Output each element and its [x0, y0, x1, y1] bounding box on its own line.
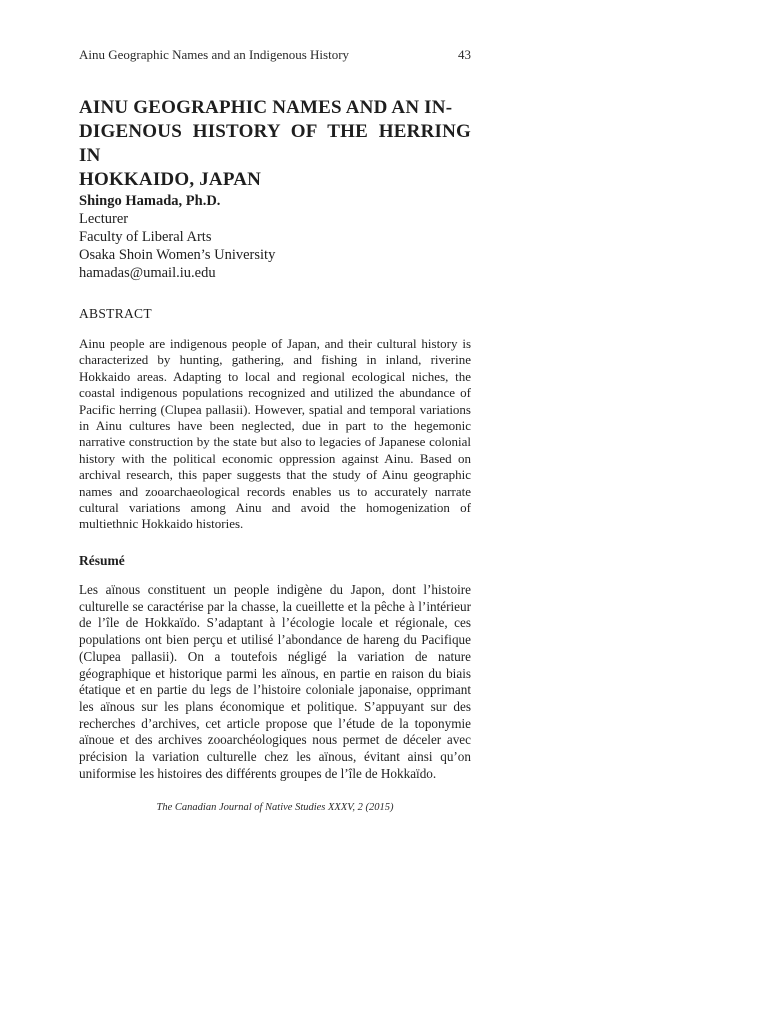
journal-citation-footer: The Canadian Journal of Native Studies XXXV, 2 (2015): [156, 802, 394, 813]
page-number: 43: [458, 47, 471, 62]
resume-body: Les aïnous constituent un people indigène du Japon, dont l’histoire culturelle se caractérise par la chasse, la cueillette et la pêche à l’intérieur de l’île de Hokkaïdo. S’adaptant à l’écologie locale et régionale, ces populations ont bien perçu et utilisé l’abondance de hareng du Pacifique (Clupea pallasii). On a toutefois négligé la variation de nature géographique et historique parmi les aïnous, en partie en raison du biais étatique et en partie du legs de l’histoire coloniale japonaise, opprimant les aïnous sur les plans économique et politique. S’appuyant sur des recherches d’archives, cet article propose que l’étude de la toponymie aïnoue et des archives zooarchéologiques nous permet de déceler avec précision la variation culturelle chez les aïnous, évitant ainsi qu’on uniformise les histoires des différents groupes de l’île de Hokkaïdo.: [79, 582, 471, 781]
author-faculty: Faculty of Liberal Arts: [79, 229, 212, 245]
abstract-heading: ABSTRACT: [79, 306, 152, 321]
abstract-body: Ainu people are indigenous people of Japan, and their cultural history is characterized by hunting, gathering, and fishing in inland, riverine Hokkaido areas. Adapting to local and regional ecological niches, the coastal indigenous populations recognized and utilized the abundance of Pacific herring (Clupea pallasii). However, spatial and temporal variations in Ainu cultures have been neglected, due in part to the hegemonic narrative construction by the state but also to legacies of Japanese colonial history with the political economic oppression against Ainu. Based on archival research, this paper suggests that the study of Ainu geographic names and zooarchaeological records enables us to accurately narrate cultural variations among Ainu and avoid the homogenization of multiethnic Hokkaido histories.: [79, 336, 471, 532]
author-university: Osaka Shoin Women’s University: [79, 247, 276, 263]
author-name: Shingo Hamada, Ph.D.: [79, 193, 221, 209]
author-position: Lecturer: [79, 211, 129, 227]
running-head-title: Ainu Geographic Names and an Indigenous History: [79, 47, 350, 62]
article-title: AINU GEOGRAPHIC NAMES AND AN IN- DIGENOUS HISTORY OF THE HERRING IN HOKKAIDO, JAPAN: [79, 97, 471, 190]
author-email: hamadas@umail.iu.edu: [79, 265, 216, 281]
resume-heading: Résumé: [79, 553, 125, 568]
author-block: [79, 192, 471, 282]
running-head: [79, 47, 471, 67]
